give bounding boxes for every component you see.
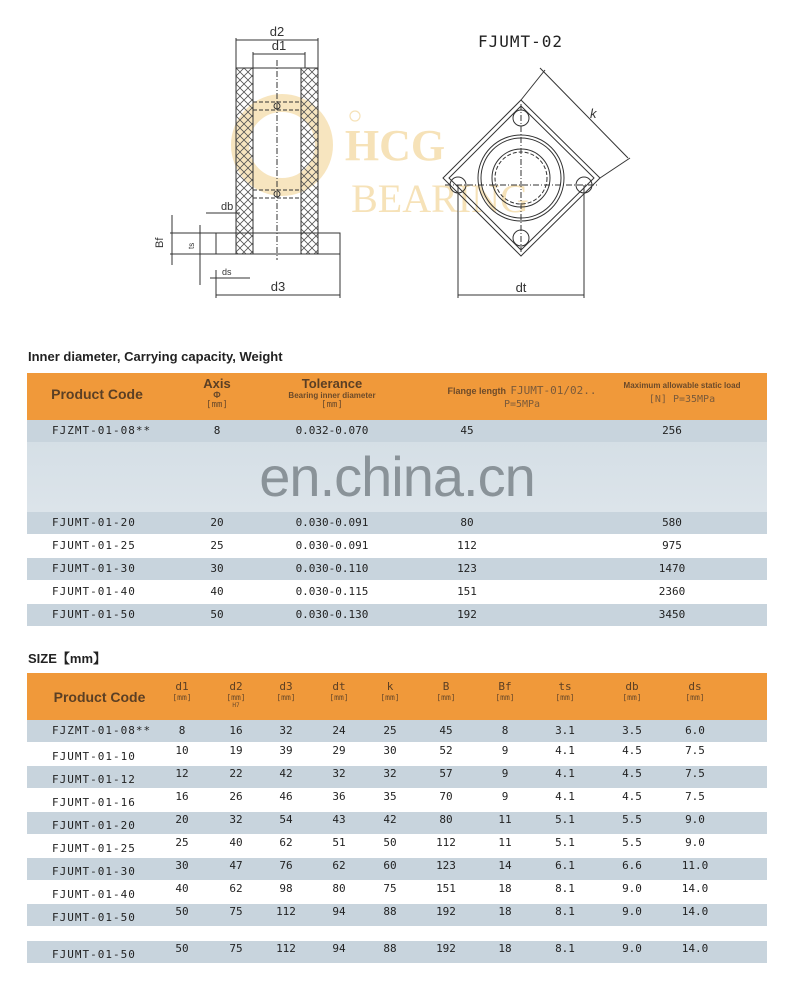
table-row: FJUMT-01-50 50 75 112 94 88 192 18 8.1 9.0 14.0 [27, 904, 767, 926]
svg-text:Bf: Bf [154, 237, 166, 248]
header-k: k [mm] [380, 680, 400, 702]
header-d3: d3 [mm] [276, 680, 296, 702]
header-db: db [mm] [622, 680, 642, 702]
section-title-capacity: Inner diameter, Carrying capacity, Weight [28, 349, 283, 364]
svg-text:d2: d2 [269, 24, 285, 39]
size-table-header [27, 673, 767, 720]
table-row: FJUMT-01-50 50 0.030-0.130 192 3450 [27, 604, 767, 626]
header-max-load: Maximum allowable static load [N] P=35MPa [623, 381, 741, 405]
svg-text:HCG: HCG [344, 121, 446, 170]
table-row: FJUMT-01-30 30 0.030-0.110 123 1470 [27, 558, 767, 580]
header-product-code: Product Code [53, 689, 146, 705]
table-row: FJUMT-01-25 25 0.030-0.091 112 975 [52, 539, 682, 552]
table-row: FJUMT-01-20 20 0.030-0.091 80 580 [27, 512, 767, 534]
header-b: B [mm] [436, 680, 456, 702]
header-axis: Axis Φ [mm] [203, 376, 231, 410]
capacity-table-header [27, 373, 767, 420]
svg-text:BEARING: BEARING [351, 176, 529, 221]
table-row: FJUMT-01-40 40 62 98 80 75 151 18 8.1 9.0 14.0 [52, 882, 709, 901]
table-row: FJUMT-01-12 12 22 42 32 32 57 9 4.1 4.5 7.5 [27, 766, 767, 788]
svg-text:dt: dt [515, 280, 527, 295]
bearing-drawing-svg [0, 0, 800, 330]
table-row: FJUMT-01-25 25 40 62 51 50 112 11 5.1 5.5 9.0 [52, 836, 705, 855]
svg-text:d1: d1 [271, 38, 287, 53]
header-bf: Bf [mm] [495, 680, 515, 702]
table-row: FJUMT-01-50 50 75 112 94 88 192 18 8.1 9.0 14.0 [27, 941, 767, 963]
svg-text:k: k [590, 106, 597, 121]
header-product-code: Product Code [51, 386, 143, 402]
header-flange-length: Flange length FJUMT-01/02.. P=5MPa [447, 384, 597, 410]
header-tolerance: Tolerance Bearing inner diameter [mm] [288, 376, 376, 410]
drawing-title: FJUMT-02 [478, 32, 564, 51]
svg-text:ds: ds [222, 267, 232, 277]
table-row: FJUMT-01-20 20 32 54 43 42 80 11 5.1 5.5 9.0 [27, 812, 767, 834]
header-ds: ds [mm] [685, 680, 705, 702]
table-row: FJUMT-01-16 16 26 46 36 35 70 9 4.1 4.5 7.5 [52, 790, 705, 809]
header-dt: dt [mm] [329, 680, 349, 702]
table-row: FJUMT-01-10 10 19 39 29 30 52 9 4.1 4.5 7.5 [52, 744, 705, 763]
table-row: FJUMT-01-30 30 47 76 62 60 123 14 6.1 6.6 11.0 [27, 858, 767, 880]
header-d2: d2 [mm] H7 [226, 680, 246, 709]
table-row: FJZMT-01-08** 8 0.032-0.070 45 256 [27, 420, 767, 442]
header-d1: d1 [mm] [172, 680, 192, 702]
svg-text:d3: d3 [270, 279, 286, 294]
svg-text:ts: ts [187, 242, 196, 249]
table-row: FJZMT-01-08** 8 16 32 24 25 45 8 3.1 3.5 6.0 [27, 720, 767, 742]
section-title-size: SIZE【mm】 [28, 651, 107, 666]
technical-drawing [0, 0, 800, 330]
table-row: FJUMT-01-40 40 0.030-0.115 151 2360 [52, 585, 686, 598]
watermark-text: en.china.cn [259, 445, 535, 508]
header-ts: ts [mm] [555, 680, 575, 702]
watermark-band [27, 442, 767, 512]
svg-text:db: db [221, 201, 234, 213]
